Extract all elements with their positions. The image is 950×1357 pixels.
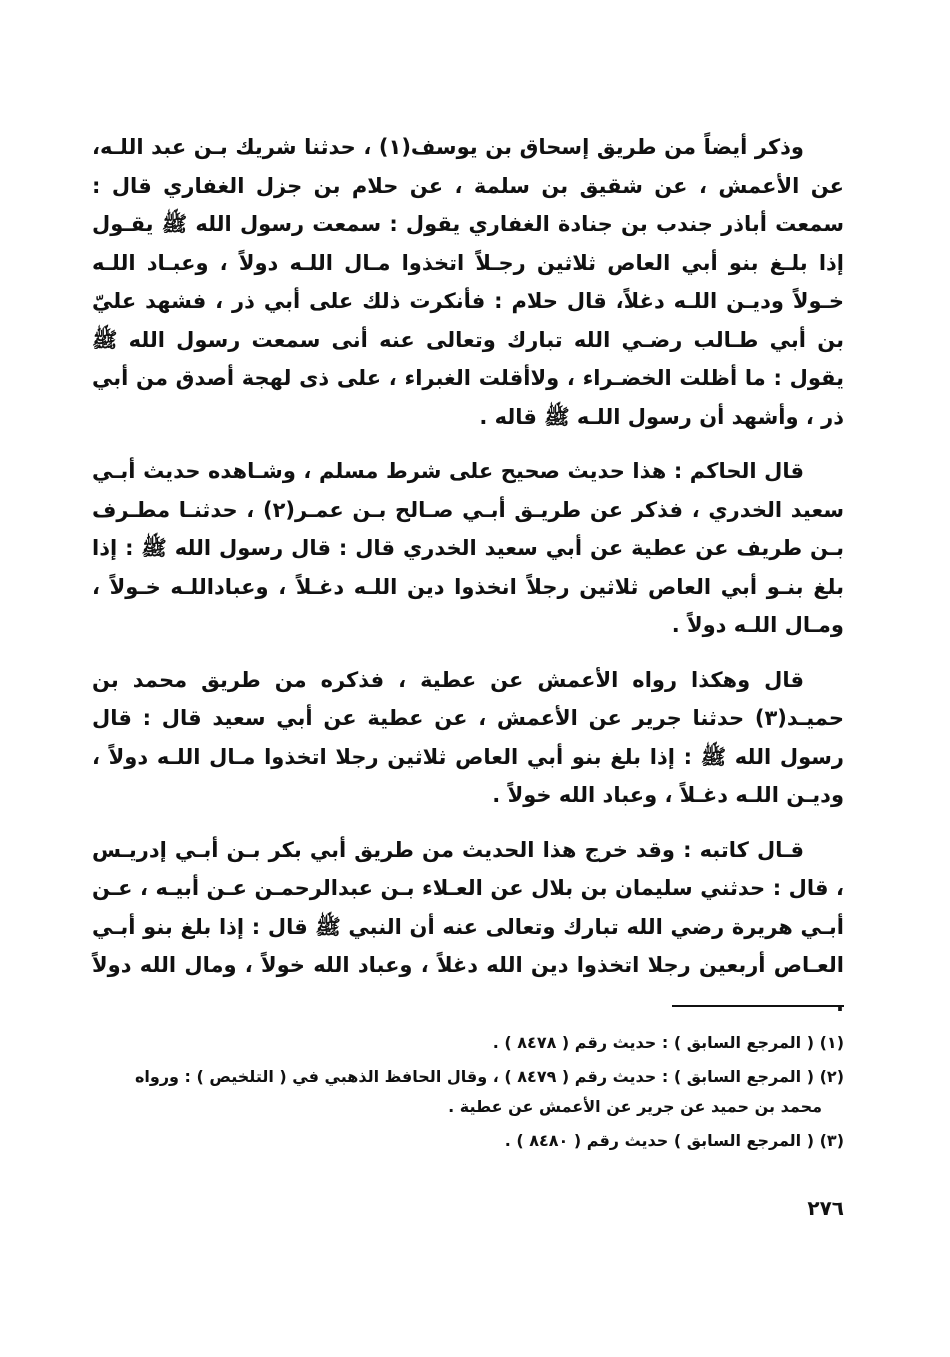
paragraph-2: قال الحاكم : هذا حديث صحيح على شرط مسلم ، وشـاهده حديث أبـي سعيد الخدري ، فذكر عن طريـق أبـي صـالح بـن عمـر(٢) ، حدثنـا مطـرف بـن طريف عن عطية عن أبي سعيد الخدري قال : قال رسول الله ﷺ : إذا بلغ بنـو أبي العاص ثلاثين رجلاً انخذوا دين اللـه دغـلاً ، وعباداللـه خـولاً ، ومـال اللـه دولاً . [92, 459, 845, 637]
footnote-2-continuation: محمد بن حميد عن جرير عن الأعمش عن عطية . [448, 1097, 822, 1116]
footnote-separator [672, 1005, 844, 1007]
paragraph-1: وذكر أيضاً من طريق إسحاق بن يوسف(١) ، حدثنا شريك بـن عبد اللـه، عن الأعمش ، عن شقيق بن سلمة ، عن حلام بن جزل الغفاري قال : سمعت أباذر جندب بن جنادة الغفاري يقول : سمعت رسول الله ﷺ يقـول إذا بلـغ بنو أبي العاص ثلاثين رجـلاً اتخذوا مـال اللـه دولاً ، وعبـاد اللـه خـولاً وديـن اللـه دغلاً، قال حلام : فأنكرت ذلك على أبي ذر ، فشهد عليّ بن أبي طـالب رضـي الله تبارك وتعالى عنه أنى سمعت رسول الله ﷺ يقول : ما أظلت الخضـراء ، ولاأقلت الغبراء ، على ذى لهجة أصدق من أبي ذر ، وأشهد أن رسول اللـه ﷺ قاله . [92, 135, 844, 429]
page-number: ٢٧٦ [807, 1196, 844, 1220]
footnotes [92, 1028, 844, 1160]
paragraph-3: قال وهكذا رواه الأعمش عن عطية ، فذكره من طريق محمد بن حميـد(٣) حدثنا جرير عن الأعمش ، عن عطية عن أبي سعيد قال : قال رسول الله ﷺ : إذا بلغ بنو أبي العاص ثلاثين رجلا اتخذوا مـال اللـه دولاً ، وديـن اللـه دغـلاً ، وعباد الله خولاً . [92, 667, 844, 807]
footnote-2 [92, 1062, 844, 1122]
footnote-3 [92, 1126, 844, 1156]
footnote-1 [92, 1028, 844, 1058]
paragraph-4: قـال كاتبه : وقد خرج هذا الحديث من طريق أبي بكر بـن أبـي إدريـس ، قال : حدثني سليمان بن بلال عن العـلاء بـن عبدالرحمـن عـن أبيـه ، عـن أبـي هريرة رضي الله تبارك وتعالى عنه أن النبي ﷺ قال : إذا بلغ بنو أبـي العـاص أربعين رجلا اتخذوا دين الله دغلاً ، وعباد الله خولاً ، ومال الله دولاً . [92, 837, 844, 1016]
main-text [92, 128, 844, 1039]
footnote-1-text: (١) ( المرجع السابق ) : حديث رقم ( ٨٤٧٨ ) . [492, 1033, 844, 1052]
footnote-3-text: (٣) ( المرجع السابق ) حديث رقم ( ٨٤٨٠ ) . [504, 1131, 844, 1150]
footnote-2-text: (٢) ( المرجع السابق ) : حديث رقم ( ٨٤٧٩ ) ، وقال الحافظ الذهبي في ( التلخيص ) : ورواه [134, 1067, 844, 1086]
